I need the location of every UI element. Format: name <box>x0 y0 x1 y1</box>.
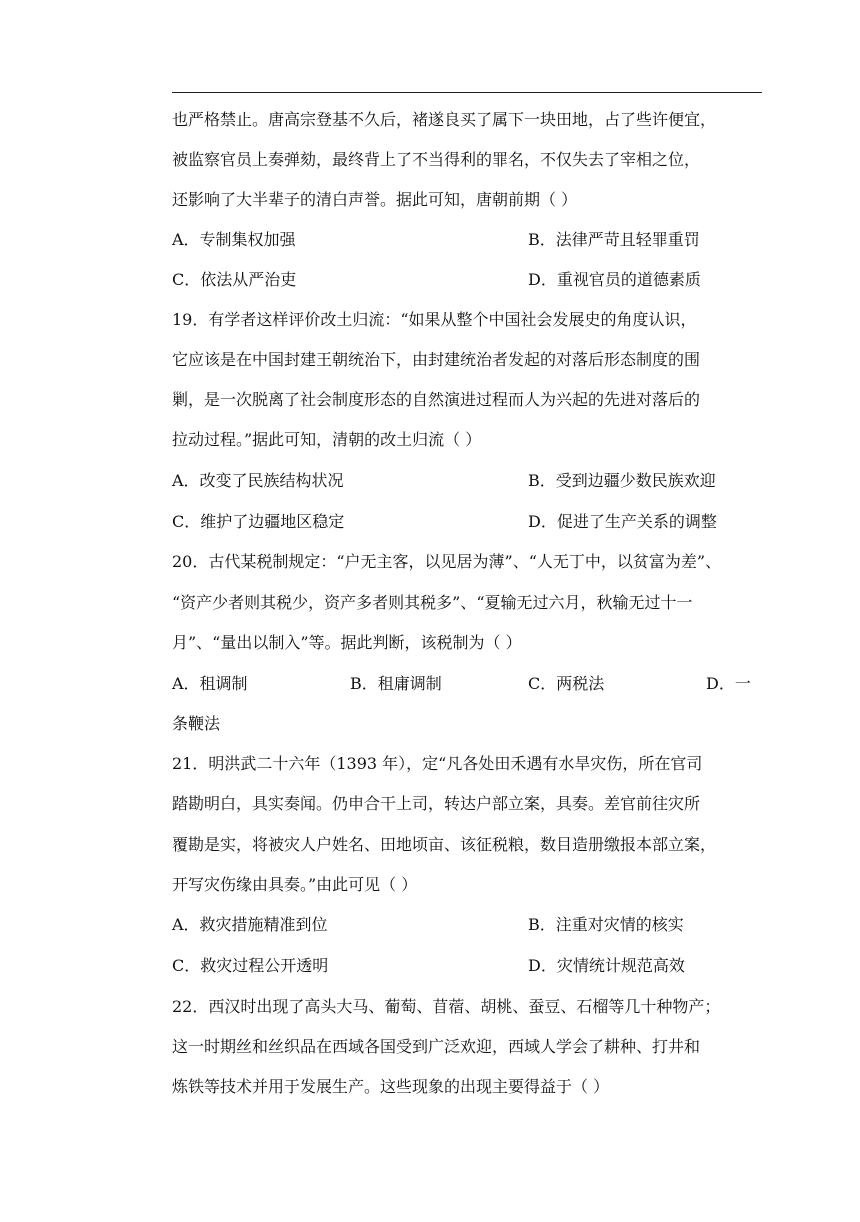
q21-line-3: 覆勘是实，将被灾人户姓名、田地顷亩、该征税粮，数目造册缴报本部立案， <box>172 835 717 854</box>
q20-option-d-continued[interactable]: 条鞭法 <box>172 714 221 733</box>
header-rule <box>172 92 762 93</box>
q21-line-2: 踏勘明白，具实奏闻。仍申合干上司，转达户部立案，具奏。差官前往灾所 <box>172 794 701 813</box>
q20-option-d[interactable]: D．一 <box>706 674 751 693</box>
q19-line-2: 它应该是在中国封建王朝统治下，由封建统治者发起的对落后形态制度的围 <box>172 350 701 369</box>
q19-option-b[interactable]: B．受到边疆少数民族欢迎 <box>528 471 716 490</box>
q20-line-3: 月”、“量出以制入”等。据此判断，该税制为（ ） <box>172 633 522 652</box>
q21-option-c[interactable]: C．救灾过程公开透明 <box>172 956 329 975</box>
q22-line-2: 这一时期丝和丝织品在西域各国受到广泛欢迎，西域人学会了耕种、打井和 <box>172 1037 701 1056</box>
q20-line-2: “资产少者则其税少，资产多者则其税多”、“夏输无过六月，秋输无过十一 <box>172 593 693 612</box>
q19-option-d[interactable]: D．促进了生产关系的调整 <box>528 512 717 531</box>
q21-option-d[interactable]: D．灾情统计规范高效 <box>528 956 685 975</box>
q20-option-c[interactable]: C．两税法 <box>528 674 605 693</box>
q18-option-d[interactable]: D．重视官员的道德素质 <box>528 270 701 289</box>
q18-option-c[interactable]: C．依法从严治吏 <box>172 270 297 289</box>
q18-line-3: 还影响了大半辈子的清白声誉。据此可知，唐朝前期（ ） <box>172 190 578 209</box>
q19-option-c[interactable]: C．维护了边疆地区稳定 <box>172 512 345 531</box>
q19-option-a[interactable]: A．改变了民族结构状况 <box>172 471 344 490</box>
q21-option-a[interactable]: A．救灾措施精准到位 <box>172 915 328 934</box>
q19-line-4: 拉动过程。”据此可知，清朝的改土归流（ ） <box>172 430 482 449</box>
q21-option-b[interactable]: B．注重对灾情的核实 <box>528 915 684 934</box>
q20-option-a[interactable]: A．租调制 <box>172 674 248 693</box>
q22-line-1: 22．西汉时出现了高头大马、葡萄、苜蓿、胡桃、蚕豆、石榴等几十种物产； <box>172 997 721 1016</box>
q18-line-2: 被监察官员上奏弹劾，最终背上了不当得利的罪名，不仅失去了宰相之位， <box>172 150 701 169</box>
q18-line-1: 也严格禁止。唐高宗登基不久后，褚遂良买了属下一块田地，占了些许便宜， <box>172 110 717 129</box>
q19-line-3: 剿，是一次脱离了社会制度形态的自然演进过程而人为兴起的先进对落后的 <box>172 390 701 409</box>
q18-option-b[interactable]: B．法律严苛且轻罪重罚 <box>528 230 700 249</box>
q22-line-3: 炼铁等技术并用于发展生产。这些现象的出现主要得益于（ ） <box>172 1077 610 1096</box>
q21-line-4: 开写灾伤缘由具奏。”由此可见（ ） <box>172 875 418 894</box>
q20-line-1: 20．古代某税制规定：“户无主客，以见居为薄”、“人无丁中，以贫富为差”、 <box>172 552 722 571</box>
q21-line-1: 21．明洪武二十六年（1393 年），定“凡各处田禾遇有水旱灾伤，所在官司 <box>172 754 703 773</box>
q19-line-1: 19．有学者这样评价改土归流：“如果从整个中国社会发展史的角度认识， <box>172 310 697 329</box>
q20-option-b[interactable]: B．租庸调制 <box>350 674 442 693</box>
q18-option-a[interactable]: A．专制集权加强 <box>172 230 296 249</box>
